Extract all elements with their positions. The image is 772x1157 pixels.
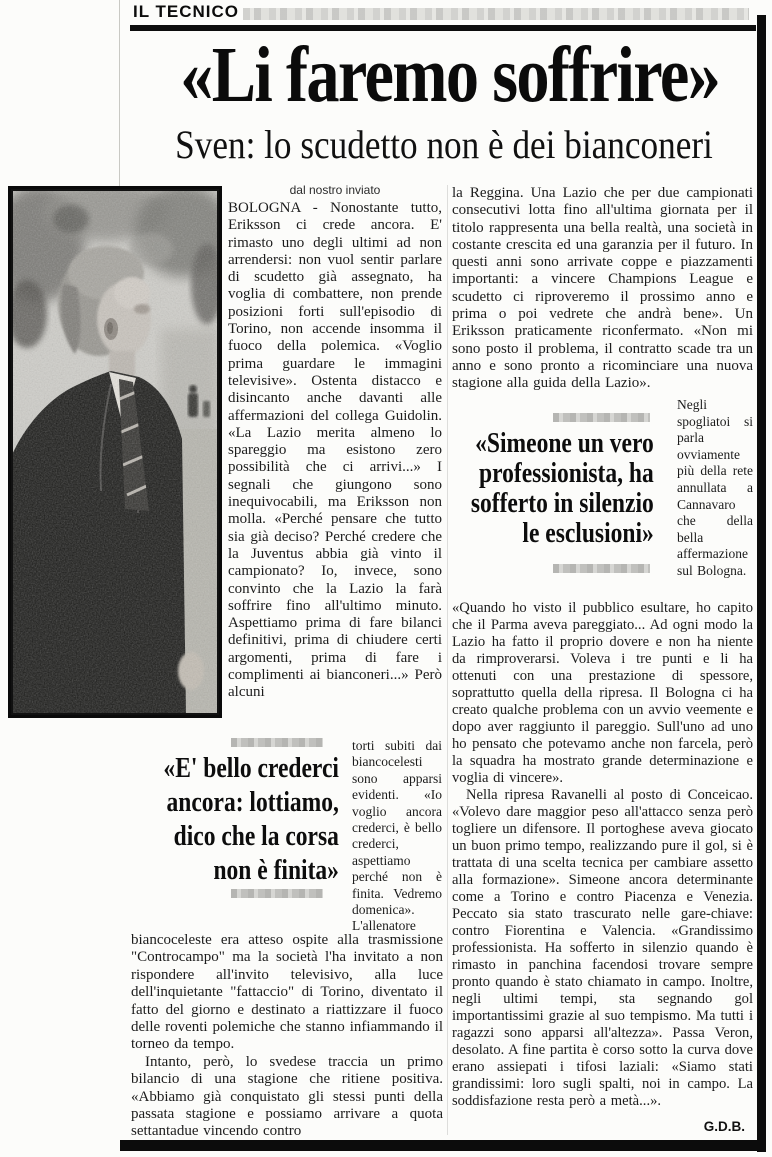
- pullquote-right: [452, 412, 670, 582]
- pullquote-left-line: ancora: lottiamo,: [166, 787, 339, 818]
- column-gutter-line: [447, 185, 448, 1135]
- pullquote-right-bottom-bar: [553, 564, 650, 573]
- pullquote-right-line: «Simeone un vero: [475, 428, 654, 459]
- article-text-right-bottom: [452, 600, 753, 1115]
- pullquote-right-line: le esclusioni»: [522, 518, 654, 549]
- bottom-rule: [120, 1140, 766, 1151]
- pullquote-right-top-bar: [553, 413, 650, 422]
- paragraph: «Quando ho visto il pubblico esultare, ho capito che il Parma aveva pareggiato... Ad ogni modo la Lazio ha fatto il proprio dovere e non ha niente da rimproverarsi. Voleva i tre punti e li ha ottenuti con una prestazione di spessore, soprattutto quella della ripresa. Il Bologna ci ha creato qualche problema con un avvio veemente e dopo aver raggiunto il pareggio. Sull'uno ad uno ho pensato che potevamo anche non farcela, però la squadra ha mostrato grande determinazione e voglia di vincere».: [452, 600, 753, 786]
- right-edge-bar: [757, 15, 766, 1152]
- eriksson-photo-art: [11, 189, 219, 715]
- pullquote-left-top-bar: [231, 738, 323, 747]
- pullquote-left-text: [164, 752, 339, 888]
- article-text-left-top: BOLOGNA - Nonostante tutto, Eriksson ci crede ancora. E' rimasto uno degli ultimi ad non arrendersi: non vuol sentir parlare di scudetto già assegnato, ha voglia di combattere, non prende posizioni forti sull'episodio di Torino, non accende insomma il fuoco della polemica. «Voglio prima guardare le immagini televisive». Ostenta distacco e disincanto anche davanti alle affermazioni del collega Guidolin. «La Lazio merita almeno lo spareggio ma esistono zero possibilità che ci arrivi...» I segnali che giungono sono inequivocabili, ma Eriksson non molla. «Perché pensare che tutto sia già deciso? Perché credere che la Juventus abbia già vinto il campionato? Io, invece, sono convinto che la Lazio la farà soffrire fino all'ultimo minuto. Aspettiamo prima di fare bilanci definitivi, prima di chiudere certi argomenti, prima di fare i complimenti ai bianconeri...» Però alcuni: [228, 200, 442, 701]
- headline: «Li faremo soffrire»: [180, 32, 720, 119]
- section-label: IL TECNICO: [133, 2, 240, 21]
- pullquote-left-line: «E' bello crederci: [163, 753, 339, 784]
- pullquote-left-bottom-bar: [231, 889, 323, 898]
- pullquote-left-line: non è finita»: [213, 855, 339, 886]
- pullquote-left-line: dico che la corsa: [173, 821, 339, 852]
- pullquote-left: [131, 737, 343, 909]
- paragraph: Nella ripresa Ravanelli al posto di Conceicao. «Volevo dare maggior peso all'attacco senza però togliere un difensore. Il portoghese aveva giocato un buon primo tempo, realizzando pure il gol, si è trattata di una scelta tecnica per cambiare assetto alla formazione». Simeone ancora determinante come a Torino e contro Piacenza e Venezia. Peccato sia stato trascurato nelle gare-chiave: contro Fiorentina e Valencia. «Grandissimo professionista. Ha sofferto in silenzio quando è rimasto in panchina facendosi trovare sempre pronto quando è stato chiamato in campo. Inoltre, negli ultimi tempi, sta segnando gol importantissimi grazie al suo tempismo. Ma tutti i ragazzi sono apparsi all'altezza». Passa Veron, desolato. A fine partita è corso sotto la curva dove erano assiepati i tifosi laziali: «Siamo stati grandissimi: loro sugli spalti, noi in campo. La soddisfazione resta però a metà...».: [452, 787, 753, 1109]
- pullquote-right-line: sofferto in silenzio: [471, 488, 654, 519]
- article-text-left-wrap: torti subiti dai biancocelesti sono apparsi evidenti. «Io voglio ancora crederci, è bello crederci, aspettiamo perché non è finita. Vedremo domenica». L'allenatore: [352, 738, 442, 934]
- pullquote-right-line: professionista, ha: [479, 458, 654, 489]
- subheadline: Sven: lo scudetto non è dei bianconeri: [175, 122, 713, 167]
- pullquote-right-text: [471, 429, 654, 549]
- article-text-right-top: la Reggina. Una Lazio che per due campionati consecutivi lotta fino all'ultima giornata per il titolo rappresenta una bella realtà, una società in costante crescita ed una garanzia per il futuro. In questi anni sono arrivate coppe e piazzamenti importanti: a vincere Champions League e scudetto ci riproveremo il prossimo anno e prima o poi vedrete che andrà bene». Un Eriksson praticamente riconfermato. «Non mi sono posto il problema, il contratto scade tra un anno e sono pronto a ricominciare una nuova stagione alla guida della Lazio».: [452, 185, 753, 392]
- left-gutter-line: [119, 0, 120, 187]
- paragraph: Intanto, però, lo svedese traccia un primo bilancio di una stagione che ritiene positiva. «Abbiamo già conquistato gli stessi punti della passata stagione e possiamo arrivare a quota settantadue vincendo contro: [131, 1053, 443, 1138]
- eriksson-photo: [8, 186, 222, 718]
- article-text-left-bottom: [131, 932, 443, 1138]
- header-gray-bar: [243, 8, 749, 20]
- kicker: dal nostro inviato: [289, 183, 381, 197]
- article-text-right-wrap: Negli spogliatoi si parla ovviamente più della rete annullata a Cannavaro che della bella affermazione sul Bologna.: [677, 397, 753, 578]
- paragraph: biancoceleste era atteso ospite alla trasmissione "Controcampo" ma la società l'ha invitato a non rispondere all'invito televisivo, alla luce dell'inquietante "fattaccio" di Torino, diventato il fatto del giorno e destinato a riattizzare il fuoco delle roventi polemiche che stanno infiammando il torneo da tempo.: [131, 932, 443, 1053]
- byline: G.D.B.: [703, 1119, 745, 1134]
